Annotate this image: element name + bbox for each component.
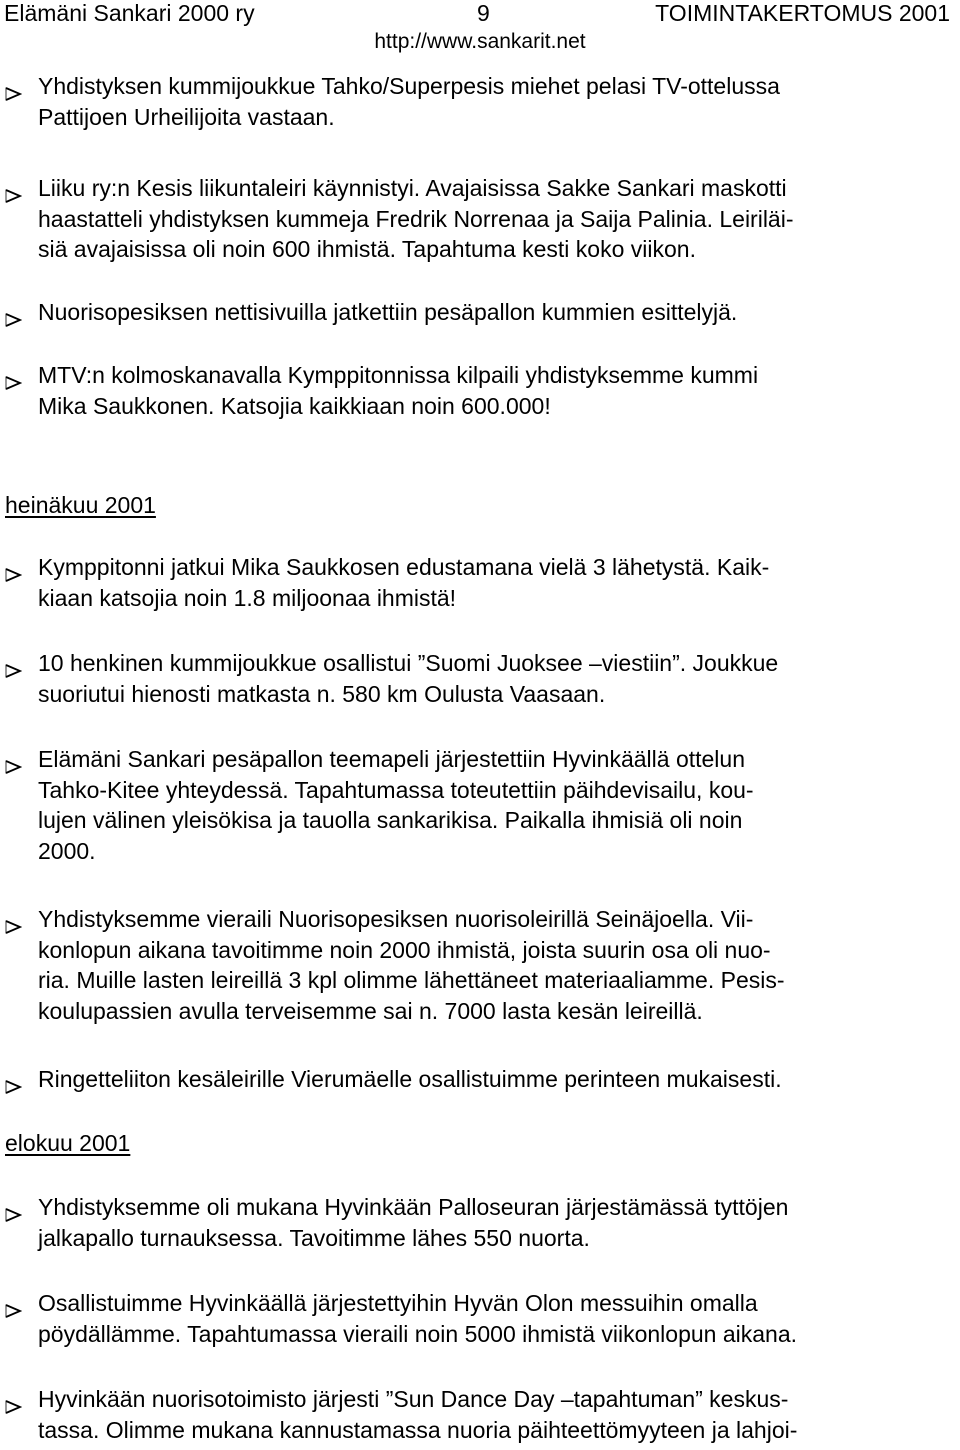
arrow-bullet-icon [4,181,22,197]
header-org: Elämäni Sankari 2000 ry [4,0,255,26]
page-header [4,0,950,32]
arrow-bullet-icon [4,368,22,384]
text-line: koulupassien avulla terveisemme sai n. 7000 lasta kesän leireillä. [38,997,703,1024]
text-line: Mika Saukkonen. Katsojia kaikkiaan noin 600.000! [38,392,551,419]
text-line: Liiku ry:n Kesis liikuntaleiri käynnistyi. Avajaisissa Sakke Sankari maskotti [38,175,787,201]
arrow-bullet-icon [4,1072,22,1088]
list-item [38,744,948,866]
page-number: 9 [477,0,490,26]
text-line: konlopun aikana tavoitimme noin 2000 ihmistä, joista suurin osa oli nuo- [38,936,771,963]
list-item [38,1384,948,1445]
list-item [38,1064,948,1095]
text-line: jalkapallo turnauksessa. Tavoitimme lähes 550 nuorta. [38,1224,590,1251]
text-line: Kymppitonni jatkui Mika Saukkosen edustamana vielä 3 lähetystä. Kaik- [38,554,770,580]
text-line: MTV:n kolmoskanavalla Kymppitonnissa kilpaili yhdistyksemme kummi [38,362,759,388]
text-line: pöydällämme. Tapahtumassa vieraili noin 5000 ihmistä viikonlopun aikana. [38,1320,798,1347]
text-line: Yhdistyksemme vieraili Nuorisopesiksen nuorisoleirillä Seinäjoella. Vii- [38,906,754,932]
text-line: 10 henkinen kummijoukkue osallistui ”Suomi Juoksee –viestiin”. Joukkue [38,650,779,676]
arrow-bullet-icon [4,560,22,576]
list-item [38,1192,948,1253]
list-item [38,360,948,421]
text-line: Osallistuimme Hyvinkäällä järjestettyihin Hyvän Olon messuihin omalla [38,1290,758,1316]
arrow-bullet-icon [4,1392,22,1408]
list-item [38,71,948,132]
text-line: Ringetteliiton kesäleirille Vierumäelle osallistuimme perinteen mukaisesti. [38,1066,782,1092]
text-line: 2000. [38,837,96,864]
text-line: Elämäni Sankari pesäpallon teemapeli järjestettiin Hyvinkäällä ottelun [38,746,746,772]
list-item [38,1288,948,1349]
section-heading-july: heinäkuu 2001 [5,492,156,518]
text-line: Yhdistyksen kummijoukkue Tahko/Superpesis miehet pelasi TV-ottelussa [38,73,780,99]
arrow-bullet-icon [4,79,22,95]
text-line: Hyvinkään nuorisotoimisto järjesti ”Sun Dance Day –tapahtuman” keskus- [38,1386,789,1412]
arrow-bullet-icon [4,305,22,321]
list-item [38,648,948,709]
arrow-bullet-icon [4,1296,22,1312]
arrow-bullet-icon [4,912,22,928]
text-line: Nuorisopesiksen nettisivuilla jatkettiin pesäpallon kummien esittelyjä. [38,299,738,325]
arrow-bullet-icon [4,1200,22,1216]
text-line: suoriutui hienosti matkasta n. 580 km Oulusta Vaasaan. [38,680,606,707]
list-item [38,173,948,265]
text-line: ria. Muille lasten leireillä 3 kpl olimme lähettäneet materiaaliamme. Pesis- [38,967,785,993]
arrow-bullet-icon [4,752,22,768]
text-line: siä avajaisissa oli noin 600 ihmistä. Tapahtuma kesti koko viikon. [38,236,696,262]
text-line: lujen välinen yleisökisa ja tauolla sankarikisa. Paikalla ihmisiä oli noin [38,807,743,833]
text-line: Tahko-Kitee yhteydessä. Tapahtumassa toteutettiin päihdevisailu, kou- [38,776,754,803]
header-report-title: TOIMINTAKERTOMUS 2001 [655,0,950,26]
header-url[interactable]: http://www.sankarit.net [374,30,586,53]
text-line: Yhdistyksemme oli mukana Hyvinkään Palloseuran järjestämässä tyttöjen [38,1194,789,1220]
list-item [38,904,948,1026]
section-heading-august: elokuu 2001 [5,1130,131,1156]
text-line: tassa. Olimme mukana kannustamassa nuoria päihteettömyyteen ja lahjoi- [38,1416,798,1443]
list-item [38,297,948,328]
text-line: haastatteli yhdistyksen kummeja Fredrik Norrenaa ja Saija Palinia. Leiriläi- [38,205,794,232]
list-item [38,552,948,613]
arrow-bullet-icon [4,656,22,672]
text-line: kiaan katsojia noin 1.8 miljoonaa ihmistä! [38,584,457,611]
text-line: Pattijoen Urheilijoita vastaan. [38,103,335,130]
